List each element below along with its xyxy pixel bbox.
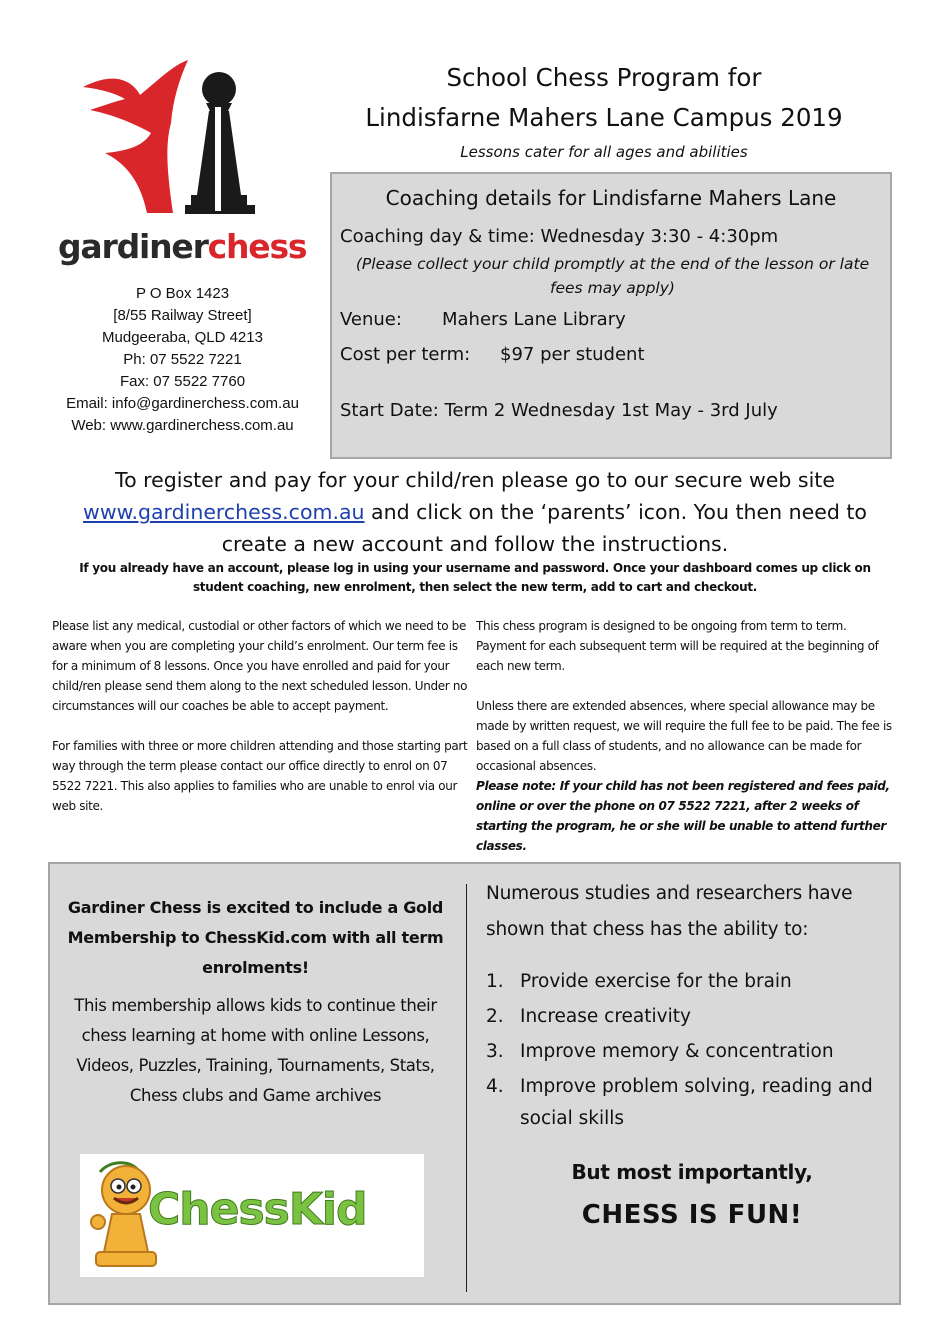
list-item-number: 1. bbox=[486, 971, 504, 992]
coaching-collect-note: (Please collect your child promptly at the end of the lesson or late fees may apply) bbox=[355, 255, 870, 297]
benefits-list bbox=[486, 966, 886, 1138]
page-subtitle: Lessons cater for all ages and abilities bbox=[460, 143, 748, 161]
right-paragraph-2: Unless there are extended absences, where special allowance may be made by written request, we will require the full fee to be paid. The fee is based on a full class of students, and no allowance can be made for occasional absences. bbox=[476, 699, 892, 773]
left-paragraph-1: Please list any medical, custodial or other factors of which we need to be aware when you are completing your child’s enrolment. Our term fee is for a minimum of 8 lessons. Once you have enrolled and paid for your child/ren please send them along to the next scheduled lesson. Under no circumstances will our coaches be able to accept payment. bbox=[52, 619, 468, 713]
list-item-text: Provide exercise for the brain bbox=[520, 971, 792, 992]
studies-intro: Numerous studies and researchers have shown that chess has the ability to: bbox=[486, 883, 853, 940]
cost-value: $97 per student bbox=[500, 344, 645, 365]
membership-description: This membership allows kids to continue their chess learning at home with online Lessons, Videos, Puzzles, Training, Tournaments, Stats, Chess clubs and Game archives bbox=[74, 996, 437, 1105]
address-suburb: Mudgeeraba, QLD 4213 bbox=[102, 329, 263, 346]
address-fax: Fax: 07 5522 7760 bbox=[119, 373, 246, 390]
register-login-note: If you already have an account, please log in using your username and password. Once your dashboard comes up click on student coaching, new enrolment, then select the new term, add to cart and checkout. bbox=[79, 561, 871, 594]
coaching-details-box bbox=[330, 172, 892, 459]
most-importantly-text: But most importantly, bbox=[571, 1160, 813, 1184]
right-please-note: Please note: If your child has not been registered and fees paid, online or over the phone on 07 5522 7221, after 2 weeks of starting the program, he or she will be unable to attend further classes. bbox=[476, 779, 890, 853]
coaching-heading: Coaching details for Lindisfarne Mahers Lane bbox=[385, 186, 837, 210]
list-item bbox=[486, 1001, 886, 1033]
register-website-link[interactable]: www.gardinerchess.com.au bbox=[83, 500, 365, 524]
list-item-number: 4. bbox=[486, 1076, 504, 1097]
address-email[interactable]: Email: info@gardinerchess.com.au bbox=[66, 395, 299, 412]
list-item-number: 2. bbox=[486, 1006, 504, 1027]
title-line-1: School Chess Program for bbox=[446, 63, 762, 92]
venue-value: Mahers Lane Library bbox=[442, 309, 626, 330]
page-title bbox=[330, 58, 878, 138]
register-instructions bbox=[60, 464, 890, 560]
chesskid-wordmark: ChessKid bbox=[148, 1184, 367, 1235]
gold-membership-text: Gardiner Chess is excited to include a Gold Membership to ChessKid.com with all term enrolments! bbox=[67, 898, 444, 977]
list-item-text: Improve problem solving, reading and social skills bbox=[520, 1076, 873, 1129]
right-info-column bbox=[476, 616, 896, 856]
right-paragraph-1: This chess program is designed to be ongoing from term to term. Payment for each subsequent term will be required at the beginning of each new term. bbox=[476, 619, 879, 673]
contact-address bbox=[40, 283, 325, 437]
list-item bbox=[486, 1071, 886, 1135]
cost-label: Cost per term: bbox=[340, 344, 471, 365]
logo-word-chess: chess bbox=[207, 227, 307, 266]
address-phone: Ph: 07 5522 7221 bbox=[123, 351, 242, 368]
list-item-text: Increase creativity bbox=[520, 1006, 691, 1027]
register-text-before: To register and pay for your child/ren please go to our secure web site bbox=[115, 468, 835, 492]
bottom-divider bbox=[466, 884, 467, 1292]
address-street: [8/55 Railway Street] bbox=[113, 307, 252, 324]
register-text-after: and click on the ‘parents’ icon. You then need to create a new account and follow the instructions. bbox=[221, 500, 867, 556]
title-line-2: Lindisfarne Mahers Lane Campus 2019 bbox=[365, 103, 843, 132]
coaching-day-time: Coaching day & time: Wednesday 3:30 - 4:30pm bbox=[340, 226, 779, 247]
chess-is-fun-text: CHESS IS FUN! bbox=[581, 1200, 803, 1230]
list-item-text: Improve memory & concentration bbox=[520, 1041, 834, 1062]
venue-label: Venue: bbox=[340, 309, 402, 330]
start-date: Start Date: Term 2 Wednesday 1st May - 3rd July bbox=[340, 400, 778, 421]
address-web[interactable]: Web: www.gardinerchess.com.au bbox=[71, 417, 294, 434]
gardiner-chess-logo bbox=[55, 55, 310, 285]
address-pobox: P O Box 1423 bbox=[135, 285, 230, 302]
logo-word-gardiner: gardiner bbox=[58, 227, 208, 266]
logo-wordmark bbox=[58, 227, 308, 266]
list-item bbox=[486, 1036, 886, 1068]
chess-piece-logo-icon bbox=[55, 55, 310, 230]
chesskid-logo bbox=[80, 1154, 424, 1277]
left-paragraph-2: For families with three or more children attending and those starting part way through the term please contact our office directly to enrol on 07 5522 7221. This also applies to families who are unable to enrol via our web site. bbox=[52, 739, 468, 813]
list-item-number: 3. bbox=[486, 1041, 504, 1062]
list-item bbox=[486, 966, 886, 998]
left-info-column bbox=[52, 616, 470, 836]
